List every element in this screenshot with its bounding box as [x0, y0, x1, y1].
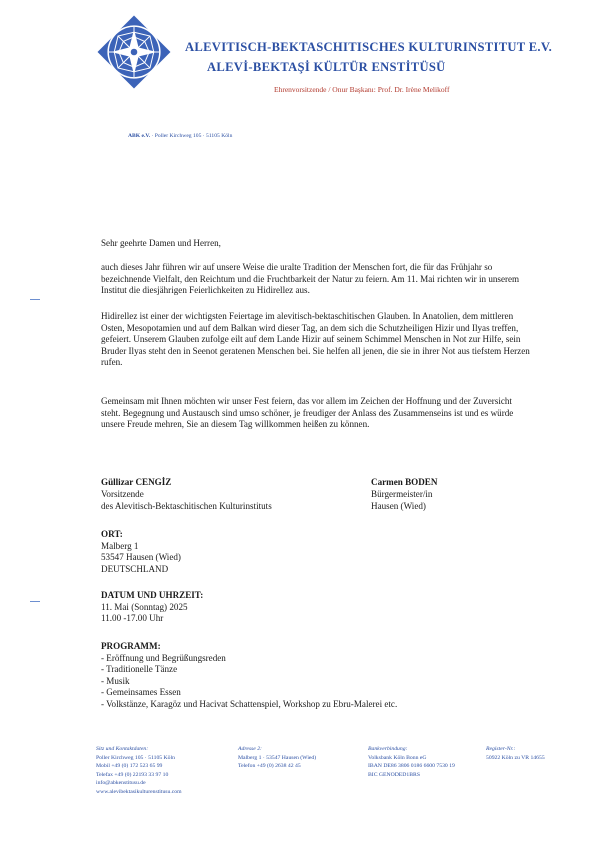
paragraph-hidirellez: Hidirellez ist einer der wichtigsten Feiertage im alevitisch-bektaschitischen Glauben. In Anatolien, dem mittleren Osten, Mesopotamien und auf dem Balkan wird dieser Tag, an dem sich die Schutzheiligen Hizir und Ilyas treffen, gefeiert. Unserem Glauben zufolge eilt auf dem Lande Hizir auf seinem Schimmel Menschen in Not zur Hilfe, sein Bruder Ilyas steht den in Seenot geratenen Menschen bei. Sie helfen all jenen, die sie in ihrer Not aus tiefstem Herzen rufen.: [101, 311, 530, 368]
location-line: 53547 Hausen (Wied): [101, 552, 181, 563]
sender-name: ABK e.V.: [128, 133, 151, 139]
signatory-role: Bürgermeister/in: [371, 488, 433, 499]
sender-line: [128, 133, 232, 139]
footer-heading: Adresse 2:: [238, 746, 262, 752]
time-line: 11.00 -17.00 Uhr: [101, 613, 164, 624]
location-line: DEUTSCHLAND: [101, 563, 169, 574]
signatory-org: des Alevitisch-Bektaschitischen Kulturinstituts: [101, 500, 272, 511]
footer-address2: [238, 745, 316, 771]
footer-line: Mobil +49 (0) 172 523 65 99: [96, 763, 163, 770]
footer-line: Volksbank Köln Bonn eG: [368, 754, 427, 761]
location-line: Malberg 1: [101, 540, 139, 551]
footer-heading: Register-Nr.:: [486, 746, 516, 752]
footer-line: BIC GENODED1BRS: [368, 771, 420, 778]
program-item: - Volkstänze, Karagöz und Hacivat Schattenspiel, Workshop zu Ebru-Malerei etc.: [101, 698, 398, 709]
program-item: - Musik: [101, 675, 130, 686]
paragraph-intro: auch dieses Jahr führen wir auf unsere Weise die uralte Tradition der Menschen fort, die für das Frühjahr so bezeichnende Vielfalt, den Reichtum und die Fruchtbarkeit der Natur zu feiern. Am 11. Mai richten wir in unserem Institut die diesjährigen Feierlichkeiten zu Hidirellez aus.: [101, 262, 520, 296]
signatory-name: Güllizar CENGİZ: [101, 477, 172, 487]
signatory-name: Carmen BODEN: [371, 477, 438, 487]
fold-mark: [30, 299, 40, 300]
footer-line: Telefax +49 (0) 22193 33 97 10: [96, 771, 169, 778]
location-block: [101, 529, 181, 575]
org-name-turkish: ALEVİ-BEKTAŞİ KÜLTÜR ENSTİTÜSÜ: [207, 60, 446, 74]
fold-mark: [30, 601, 40, 602]
footer-website: www.alevibektasikulturenstitusu.com: [96, 788, 182, 795]
date-line: 11. Mai (Sonntag) 2025: [101, 601, 188, 612]
footer-line: 50922 Köln zu VR 14655: [486, 754, 545, 761]
signatory-place: Hausen (Wied): [371, 500, 426, 511]
footer-heading: Bankverbindung:: [368, 746, 408, 752]
footer-line: Telefon +49 (0) 2638 42 45: [238, 763, 301, 770]
footer-line: IBAN DE86 3806 0186 6600 7530 19: [368, 763, 455, 770]
signatory-role: Vorsitzende: [101, 488, 144, 499]
signature-mayor: [371, 477, 437, 512]
datetime-block: [101, 590, 203, 625]
program-item: - Eröffnung und Begrüßungsreden: [101, 652, 226, 663]
program-heading: PROGRAMM:: [101, 641, 161, 651]
institute-logo-icon: [96, 14, 172, 90]
footer-line: Malberg 1 · 53547 Hausen (Wied): [238, 754, 317, 761]
footer-email: info@abkenstitusu.de: [96, 780, 146, 787]
footer-contact: [96, 745, 182, 797]
org-name-german: ALEVITISCH-BEKTASCHITISCHES KULTURINSTITUT E.V.: [185, 40, 553, 54]
program-item: - Gemeinsames Essen: [101, 687, 181, 698]
datetime-heading: DATUM UND UHRZEIT:: [101, 590, 204, 600]
program-item: - Traditionelle Tänze: [101, 664, 178, 675]
footer-register: [486, 745, 545, 762]
paragraph-invitation: Gemeinsam mit Ihnen möchten wir unser Fest feiern, das vor allem im Zeichen der Hoffnung und der Zuversicht steht. Begegnung und Austausch sind umso schöner, je freudiger der Anlass des Zusammenseins ist und es würde unsere Freude mehren, Sie an diesem Tag willkommen heißen zu können.: [101, 396, 514, 430]
signature-chair: [101, 477, 272, 512]
honorary-chair: Ehrenvorsitzende / Onur Başkanı: Prof. Dr. Irène Melikoff: [274, 85, 450, 94]
footer-bank: [368, 745, 455, 779]
program-block: [101, 641, 397, 711]
footer-heading: Sitz und Kontaktdaten:: [96, 746, 149, 752]
footer-line: Poller Kirchweg 105 · 51105 Köln: [96, 754, 175, 761]
location-heading: ORT:: [101, 529, 123, 539]
salutation: Sehr geehrte Damen und Herren,: [101, 238, 221, 248]
sender-address: · Poller Kirchweg 105 · 51105 Köln: [150, 133, 233, 139]
